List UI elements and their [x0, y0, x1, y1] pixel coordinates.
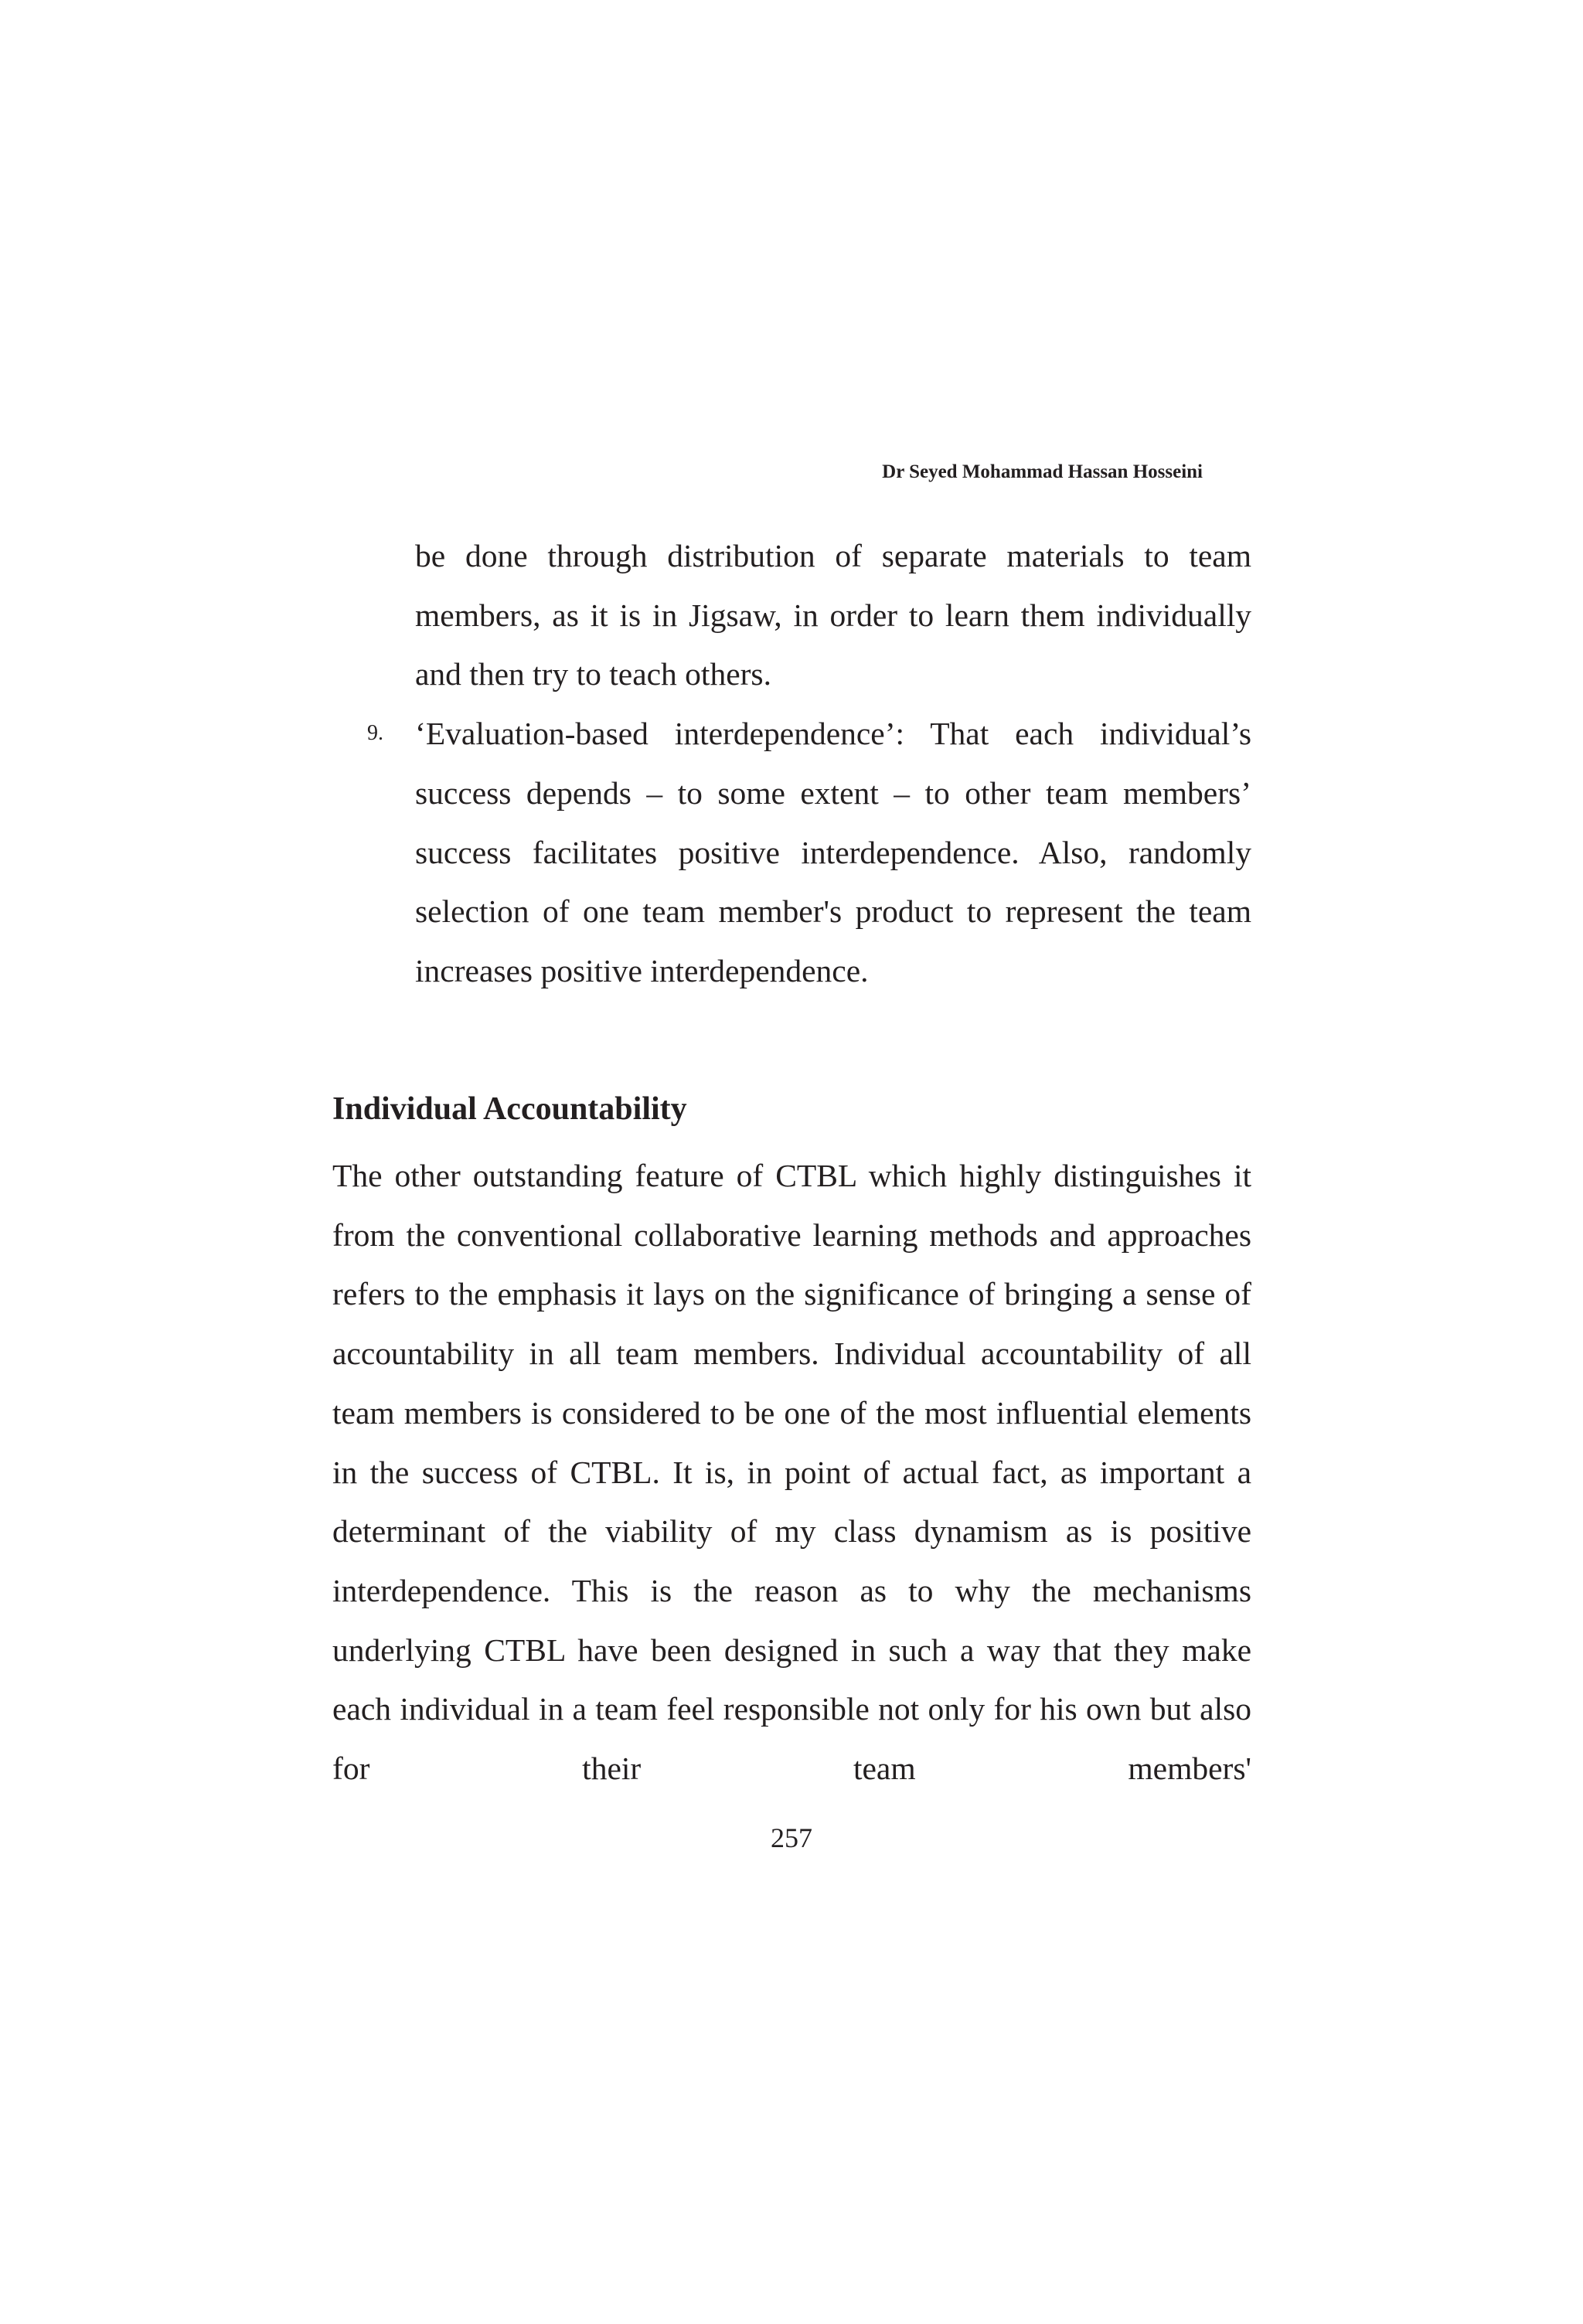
page-number: 257: [771, 1822, 812, 1853]
body-paragraph: The other outstanding feature of CTBL which highly distinguishes it from the conventional collaborative learning methods and approaches refers to the emphasis it lays on the significance of bringing a sense of accountability in all team members. Individual accountability of all team members is considered to be one of the most influential elements in the success of CTBL. It is, in point of actual fact, as important a determinant of the viability of my class dynamism as is positive interdependence. This is the reason as to why the mechanisms underlying CTBL have been designed in such a way that they make each individual in a team feel responsible not only for his own but also for their team members': [332, 1158, 1251, 1787]
list-item-text: ‘Evaluation-based interdependence’: That each individual’s success depends – to some extent – to other team members’ success facilitates positive interdependence. Also, randomly selection of one team member's product to represent the team increases positive interdependence.: [415, 716, 1251, 988]
section-heading: Individual Accountability: [332, 1091, 687, 1127]
numbered-list: [332, 526, 1251, 1001]
list-item-9: [332, 704, 1251, 1001]
running-header-author: Dr Seyed Mohammad Hassan Hosseini: [882, 461, 1203, 482]
list-item-number: 9.: [367, 721, 383, 746]
list-item-continuation: be done through distribution of separate materials to team members, as it is in Jigsaw, in order to learn them individually and then try to teach others.: [415, 538, 1251, 692]
